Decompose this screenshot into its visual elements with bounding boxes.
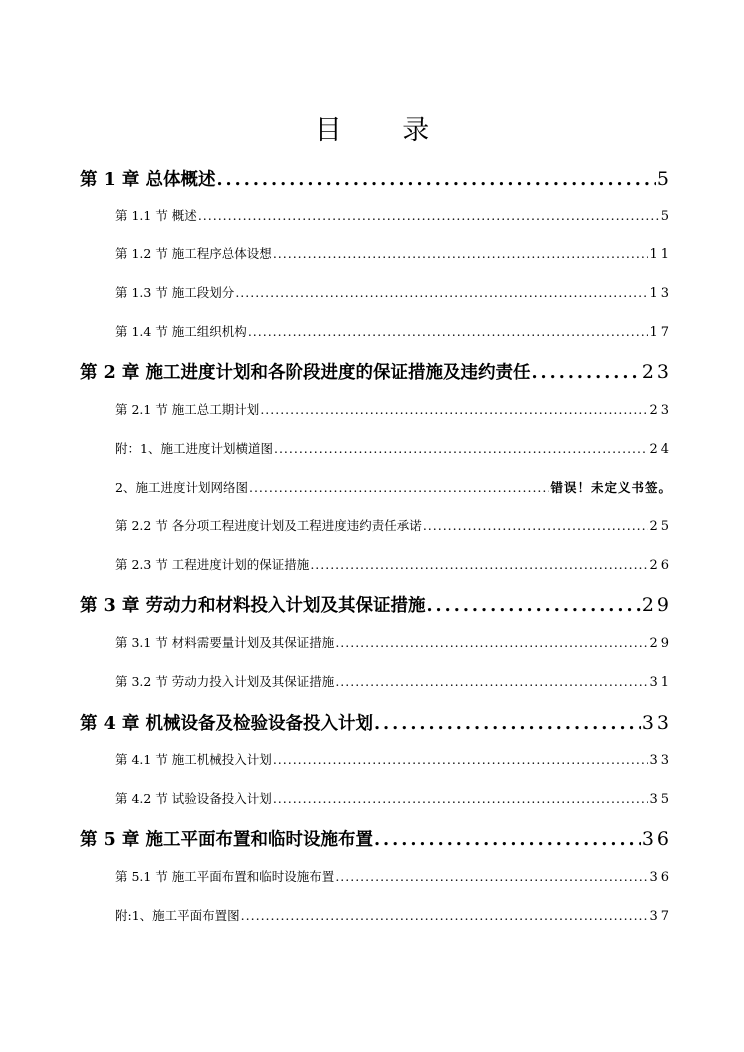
toc-section-2-2[interactable] <box>115 516 672 534</box>
toc-leader <box>248 324 649 339</box>
toc-label: 第 4.2 节 试验设备投入计划 <box>115 791 272 806</box>
toc-page: 29 <box>649 636 672 651</box>
toc-chapter-4[interactable] <box>80 710 672 735</box>
toc-label: 第 1.4 节 施工组织机构 <box>115 324 247 339</box>
toc-leader <box>273 791 649 806</box>
toc-label: 附：1、施工进度计划横道图 <box>115 441 273 456</box>
toc-section-3-2[interactable] <box>115 672 672 690</box>
toc-chapter-5[interactable] <box>80 826 672 851</box>
toc-label: 第 5.1 节 施工平面布置和临时设施布置 <box>115 869 335 884</box>
toc-page: 31 <box>649 675 672 690</box>
toc-page: 36 <box>641 828 672 850</box>
toc-leader <box>260 402 648 417</box>
toc-page: 36 <box>649 870 672 885</box>
toc-label: 第 2.3 节 工程进度计划的保证措施 <box>115 557 310 572</box>
toc-chapter-3[interactable] <box>80 592 672 617</box>
toc-section-4-2[interactable] <box>115 789 672 807</box>
toc-section-2-3[interactable] <box>115 555 672 573</box>
toc-chapter-2[interactable] <box>80 359 672 384</box>
toc-label: 2、施工进度计划网络图 <box>115 480 248 495</box>
toc-appendix-layout[interactable] <box>115 906 672 924</box>
toc-label: 附:1、施工平面布置图 <box>115 908 240 923</box>
toc-label: 第 4.1 节 施工机械投入计划 <box>115 752 272 767</box>
toc-page: 23 <box>641 361 672 383</box>
toc-page: 13 <box>649 286 672 301</box>
toc-label: 第 5 章 施工平面布置和临时设施布置 <box>80 830 373 850</box>
toc-page: 11 <box>649 247 672 262</box>
toc-page-error: 错误！未定义书签。 <box>550 480 672 495</box>
toc-leader <box>274 441 648 456</box>
toc-leader <box>423 518 649 533</box>
toc-page: 33 <box>641 712 672 734</box>
toc-leader <box>216 170 655 190</box>
toc-leader <box>198 208 660 223</box>
toc-appendix-gantt[interactable] <box>115 439 672 457</box>
toc-page: 24 <box>649 442 672 457</box>
toc-leader <box>335 674 648 689</box>
toc-label: 第 3.2 节 劳动力投入计划及其保证措施 <box>115 674 335 689</box>
toc-title: 目 录 <box>314 115 456 146</box>
toc-leader <box>374 714 641 734</box>
toc-page: 5 <box>656 168 672 190</box>
toc-label: 第 3.1 节 材料需要量计划及其保证措施 <box>115 635 335 650</box>
toc-page: 25 <box>649 519 672 534</box>
toc-page: 35 <box>649 792 672 807</box>
toc-appendix-network[interactable] <box>115 478 672 496</box>
toc-label: 第 2 章 施工进度计划和各阶段进度的保证措施及违约责任 <box>80 363 531 383</box>
toc-label: 第 1.1 节 概述 <box>115 208 197 223</box>
toc-section-1-4[interactable] <box>115 322 672 340</box>
toc-page: 23 <box>649 403 672 418</box>
toc-label: 第 2.1 节 施工总工期计划 <box>115 402 260 417</box>
toc-leader <box>249 480 550 495</box>
toc-leader <box>235 285 648 300</box>
toc-leader <box>241 908 649 923</box>
toc-page: 5 <box>660 209 672 224</box>
toc-label: 第 1.2 节 施工程序总体设想 <box>115 246 272 261</box>
toc-section-3-1[interactable] <box>115 633 672 651</box>
toc-section-1-1[interactable] <box>115 206 672 224</box>
toc-label: 第 2.2 节 各分项工程进度计划及工程进度违约责任承诺 <box>115 518 422 533</box>
toc-leader <box>335 869 648 884</box>
toc-page: 33 <box>649 753 672 768</box>
toc-section-2-1[interactable] <box>115 400 672 418</box>
toc-page: 17 <box>649 325 672 340</box>
toc-label: 第 4 章 机械设备及检验设备投入计划 <box>80 714 373 734</box>
toc-page: 29 <box>641 594 672 616</box>
toc-section-1-3[interactable] <box>115 283 672 301</box>
toc-section-5-1[interactable] <box>115 867 672 885</box>
toc-leader <box>335 635 648 650</box>
toc-leader <box>374 830 641 850</box>
toc-label: 第 3 章 劳动力和材料投入计划及其保证措施 <box>80 596 426 616</box>
toc-label: 第 1.3 节 施工段划分 <box>115 285 235 300</box>
toc-section-1-2[interactable] <box>115 244 672 262</box>
toc-leader <box>531 363 640 383</box>
toc-leader <box>310 557 648 572</box>
toc-section-4-1[interactable] <box>115 750 672 768</box>
toc-label: 第 1 章 总体概述 <box>80 170 216 190</box>
toc-leader <box>273 246 649 261</box>
toc-page: 37 <box>649 909 672 924</box>
toc-chapter-1[interactable] <box>80 166 672 191</box>
toc-leader <box>273 752 649 767</box>
toc-page: 26 <box>649 558 672 573</box>
toc-leader <box>426 596 640 616</box>
